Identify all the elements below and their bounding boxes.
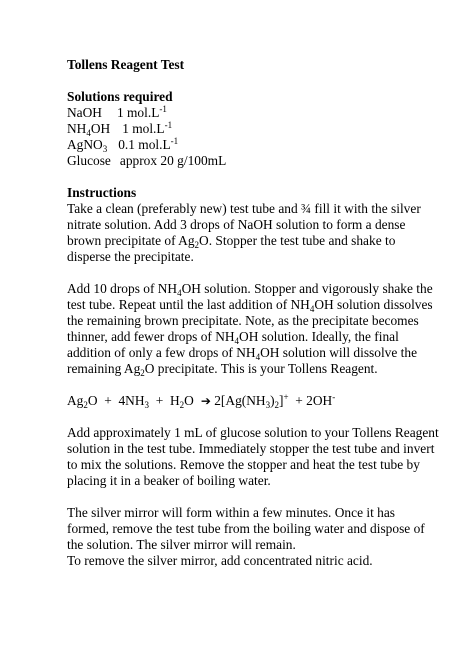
solutions-heading: Solutions required <box>67 89 173 104</box>
eq-reactant-nh3: O + 4NH <box>87 393 145 408</box>
p2-subscript-4: 4 <box>255 352 261 362</box>
p2-text-e: OH solution will dissolve the remaining Ag <box>67 345 418 376</box>
document-title: Tollens Reagent Test <box>67 57 185 72</box>
eq-sup-1: + <box>283 392 289 402</box>
naoh-concentration: 1 mol.L <box>116 105 160 120</box>
p1-text-b: O. Stopper the test tube and shake to disperse the precipitate. <box>67 233 396 264</box>
solution-nh4oh <box>67 121 439 137</box>
reaction-arrow-icon: ➔ <box>200 394 211 408</box>
naoh-formula: NaOH <box>67 105 102 120</box>
eq-reactant-o: O <box>184 393 194 408</box>
agno3-subscript: 3 <box>102 144 108 154</box>
nh4oh-concentration: 1 mol.L <box>122 121 165 136</box>
eq-sub-2: 3 <box>144 400 150 410</box>
agno3-formula: AgNO <box>67 137 103 152</box>
eq-sub-4: 3 <box>265 400 271 410</box>
p2-subscript-1: 4 <box>177 288 182 298</box>
glucose-concentration: approx 20 g/100mL <box>119 153 227 168</box>
spacer <box>67 489 439 505</box>
p1-subscript: 2 <box>194 240 200 250</box>
eq-product-2: ) <box>270 393 275 408</box>
spacer <box>67 265 439 281</box>
solution-naoh <box>67 105 439 121</box>
eq-product-1: 2[Ag(NH <box>210 393 266 408</box>
p2-text-b: OH solution. Stopper and vigorously shake the test tube. Repeat until the last addition of NH <box>67 281 433 312</box>
p2-subscript-2: 4 <box>309 304 315 314</box>
instructions-heading: Instructions <box>67 185 137 200</box>
p2-text-d: OH solution. Ideally, the final addition of only a few drops of NH <box>67 329 399 360</box>
nh4oh-formula-part2: OH <box>90 121 111 136</box>
spacer <box>67 169 439 185</box>
nh4oh-exponent: -1 <box>164 120 173 130</box>
p2-text-f: O precipitate. This is your Tollens Reagent. <box>144 361 378 376</box>
p2-text-c: OH solution dissolves the remaining brown precipitate. Note, as the precipitate becomes thinner, add fewer drops of NH <box>67 297 433 344</box>
instruction-paragraph-1 <box>67 201 439 265</box>
spacer <box>67 409 439 425</box>
eq-product-4: + 2OH <box>288 393 333 408</box>
eq-reactant-h: + H <box>149 393 180 408</box>
instruction-paragraph-2 <box>67 281 439 377</box>
naoh-exponent: -1 <box>159 104 167 114</box>
nh4oh-formula-part1: NH <box>67 121 87 136</box>
spacer <box>67 377 439 393</box>
p2-subscript-5: 2 <box>140 368 145 378</box>
p2-text-a: Add 10 drops of NH <box>67 281 178 296</box>
solution-agno3 <box>67 137 439 153</box>
solution-glucose <box>67 153 439 169</box>
eq-sup-2: - <box>332 392 336 402</box>
p2-subscript-3: 4 <box>234 336 240 346</box>
instruction-paragraph-5: To remove the silver mirror, add concentrated nitric acid. <box>67 553 373 568</box>
document-page <box>67 57 439 569</box>
eq-product-3: ] <box>279 393 284 408</box>
reaction-equation <box>67 393 439 409</box>
eq-sub-5: 2 <box>274 400 280 410</box>
agno3-concentration: 0.1 mol.L <box>118 137 171 152</box>
agno3-exponent: -1 <box>170 136 179 146</box>
eq-sub-3: 2 <box>179 400 185 410</box>
spacer <box>67 73 439 89</box>
p1-text-a: Take a clean (preferably new) test tube and ¾ fill it with the silver nitrate solution. Add 3 drops of NaOH solution to form a dense brown precipitate of Ag <box>67 201 421 248</box>
instruction-paragraph-3: Add approximately 1 mL of glucose solution to your Tollens Reagent solution in the test tube. Immediately stopper the test tube and invert to mix the solutions. Remove the stopper and heat the test tube by placing it in a beaker of boiling water. <box>67 425 439 488</box>
glucose-name: Glucose <box>67 153 111 168</box>
nh4oh-subscript: 4 <box>86 128 91 138</box>
eq-sub-1: 2 <box>83 400 88 410</box>
instruction-paragraph-4: The silver mirror will form within a few minutes. Once it has formed, remove the test tube from the boiling water and dispose of the solution. The silver mirror will remain. <box>67 505 425 552</box>
eq-ag: Ag <box>67 393 84 408</box>
